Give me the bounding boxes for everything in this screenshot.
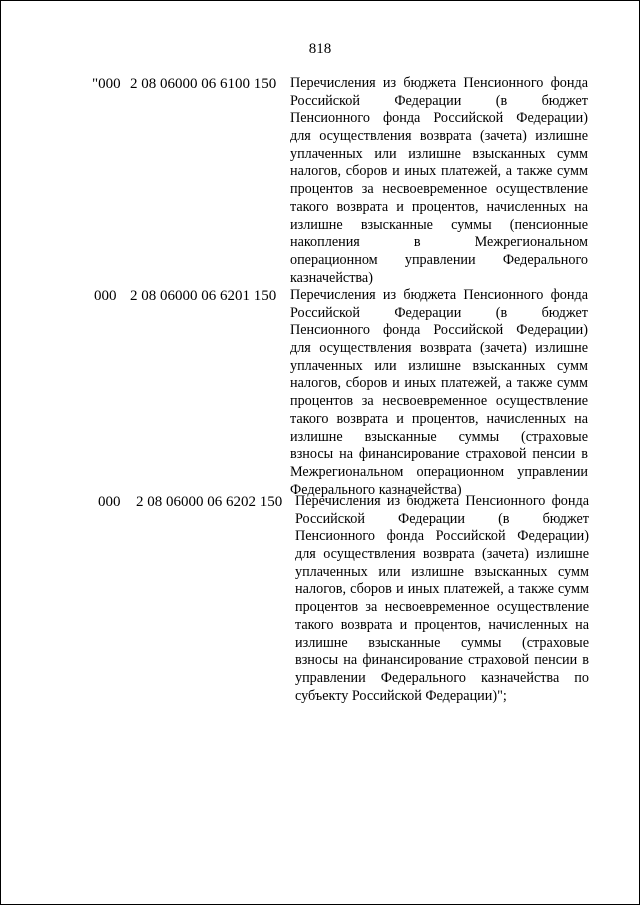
description-line: субъекту Российской Федерации)"; — [295, 687, 507, 704]
description-line: уплаченных или излишне взысканных сумм — [290, 145, 588, 162]
entry-code-prefix: 000 — [94, 288, 117, 304]
page-number: 818 — [308, 41, 332, 57]
entry-description — [295, 493, 589, 705]
description-line: для осуществления возврата (зачета) излишне — [290, 340, 588, 357]
description-line: уплаченных или излишне взысканных сумм — [290, 357, 588, 374]
description-line: излишне взысканные суммы (пенсионные — [290, 216, 588, 233]
description-line: Российской Федерации (в бюджет — [290, 304, 588, 321]
description-line: Российской Федерации (в бюджет — [295, 510, 589, 527]
description-line: управлении Федерального казначейства по — [295, 669, 589, 686]
description-line: взносы на финансирование страховой пенсии в — [295, 652, 589, 669]
entry-code-prefix: "000 — [92, 76, 121, 92]
description-line: Российской Федерации (в бюджет — [290, 92, 588, 109]
description-line: такого возврата и процентов, начисленных на — [290, 410, 588, 427]
description-line: излишне взысканные суммы (страховые — [290, 428, 588, 445]
description-line: накопления в Межрегиональном — [290, 234, 588, 251]
description-line: взносы на финансирование страховой пенсии в — [290, 446, 588, 463]
description-line: Перечисления из бюджета Пенсионного фонда — [290, 75, 588, 91]
entry-description — [290, 75, 588, 287]
entry-code-prefix: 000 — [98, 494, 121, 510]
description-line: для осуществления возврата (зачета) излишне — [295, 546, 589, 563]
description-line: процентов за несвоевременное осуществление — [295, 599, 589, 616]
description-line: налогов, сборов и иных платежей, а также сумм — [290, 163, 588, 180]
description-line: Пенсионного фонда Российской Федерации) — [295, 528, 589, 545]
description-line: операционном управлении Федерального — [290, 251, 588, 268]
entry-budget-code: 2 08 06000 06 6100 150 — [130, 76, 277, 92]
description-line: налогов, сборов и иных платежей, а также сумм — [290, 375, 588, 392]
description-line: Перечисления из бюджета Пенсионного фонда — [290, 287, 588, 303]
entry-budget-code: 2 08 06000 06 6201 150 — [130, 288, 277, 304]
description-line: казначейства) — [290, 269, 373, 286]
description-line: Федерального казначейства) — [290, 481, 462, 498]
entry-description — [290, 287, 588, 499]
description-line: Перечисления из бюджета Пенсионного фонда — [295, 493, 589, 509]
description-line: процентов за несвоевременное осуществление — [290, 181, 588, 198]
description-line: Пенсионного фонда Российской Федерации) — [290, 110, 588, 127]
description-line: такого возврата и процентов, начисленных на — [290, 198, 588, 215]
description-line: Пенсионного фонда Российской Федерации) — [290, 322, 588, 339]
description-line: Межрегиональном операционном управлении — [290, 463, 588, 480]
description-line: процентов за несвоевременное осуществление — [290, 393, 588, 410]
description-line: излишне взысканные суммы (страховые — [295, 634, 589, 651]
description-line: такого возврата и процентов, начисленных на — [295, 616, 589, 633]
entry-budget-code: 2 08 06000 06 6202 150 — [136, 494, 283, 510]
description-line: уплаченных или излишне взысканных сумм — [295, 563, 589, 580]
description-line: для осуществления возврата (зачета) излишне — [290, 128, 588, 145]
description-line: налогов, сборов и иных платежей, а также сумм — [295, 581, 589, 598]
